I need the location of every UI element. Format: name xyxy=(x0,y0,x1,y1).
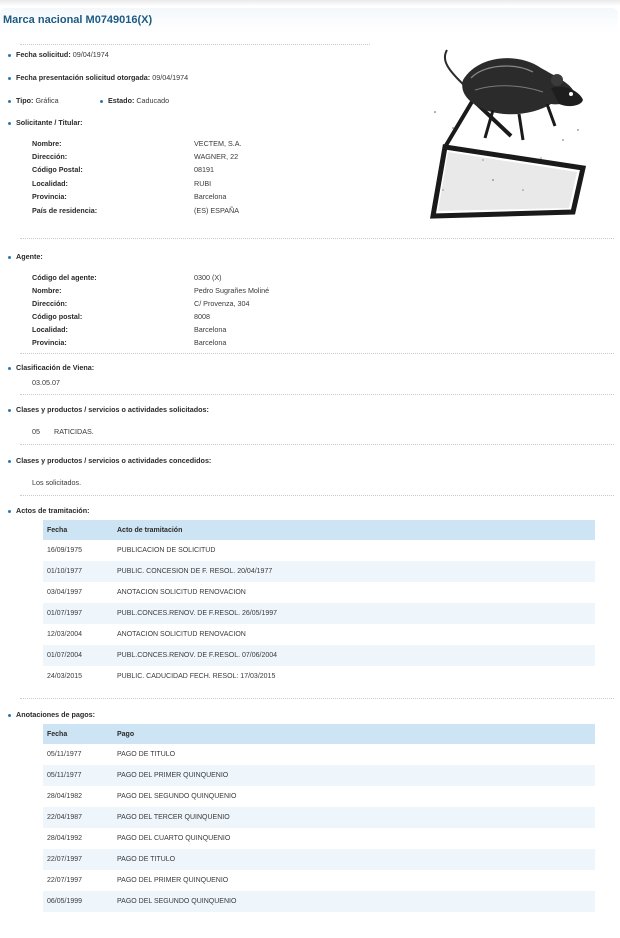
trademark-image xyxy=(423,40,590,220)
solicitante-label: País de residencia: xyxy=(32,206,98,215)
agente-label: Dirección: xyxy=(32,299,68,308)
solicitante-heading: Solicitante / Titular: xyxy=(16,118,83,127)
cell-acto: PUBL.CONCES.RENOV. DE F.RESOL. 26/05/1997 xyxy=(113,603,595,624)
agente-value: Barcelona xyxy=(194,338,227,347)
table-row xyxy=(43,744,595,765)
table-row xyxy=(43,582,595,603)
agente-label: Código del agente: xyxy=(32,273,97,282)
cell-pago: PAGO DEL SEGUNDO QUINQUENIO xyxy=(117,793,237,800)
solicitante-value: RUBI xyxy=(194,179,212,188)
solicitante-label: Nombre: xyxy=(32,139,62,148)
actos-heading: Actos de tramitación: xyxy=(16,506,90,515)
solicitante-value: WAGNER, 22 xyxy=(194,152,239,161)
bullet xyxy=(8,122,11,125)
bullet xyxy=(8,77,11,80)
table-row xyxy=(43,561,595,582)
agente-label: Provincia: xyxy=(32,338,67,347)
fecha-solicitud: Fecha solicitud: 09/04/1974 xyxy=(16,50,109,59)
bullet xyxy=(8,100,11,103)
fecha-presentacion: Fecha presentación solicitud otorgada: 09/04/1974 xyxy=(16,73,189,82)
table-row xyxy=(43,891,595,912)
solicitante-value: VECTEM, S.A. xyxy=(194,139,242,148)
table-row xyxy=(43,870,595,891)
agente-heading: Agente: xyxy=(16,252,43,261)
table-row xyxy=(43,666,595,687)
agente-value: Pedro Sugrañes Moliné xyxy=(194,286,270,295)
clase-code: 05 xyxy=(32,427,40,436)
bullet xyxy=(8,409,11,412)
solicitante-label: Localidad: xyxy=(32,179,68,188)
cell-fecha: 24/03/2015 xyxy=(47,673,83,680)
bullet xyxy=(8,367,11,370)
col-fecha: Fecha xyxy=(43,724,113,744)
agente-label: Localidad: xyxy=(32,325,68,334)
cell-fecha: 03/04/1997 xyxy=(47,589,83,596)
cell-acto: PUBLICACION DE SOLICITUD xyxy=(117,547,216,554)
bullet xyxy=(8,256,11,259)
cell-pago: PAGO DEL PRIMER QUINQUENIO xyxy=(117,877,229,884)
cell-fecha: 12/03/2004 xyxy=(47,631,83,638)
solicitante-value: Barcelona xyxy=(194,192,227,201)
agente-value: 0300 (X) xyxy=(194,273,222,282)
cell-fecha: 05/11/1977 xyxy=(47,751,82,758)
cell-acto: PUBLIC. CONCESION DE F. RESOL. 20/04/1977 xyxy=(113,561,595,582)
cell-fecha: 28/04/1982 xyxy=(47,793,83,800)
bullet xyxy=(8,460,11,463)
divider xyxy=(20,394,614,395)
cell-fecha: 28/04/1992 xyxy=(47,835,83,842)
table-row xyxy=(43,828,595,849)
agente-label: Código postal: xyxy=(32,312,83,321)
table-header xyxy=(43,724,595,744)
divider xyxy=(20,444,614,445)
col-acto: Acto de tramitación xyxy=(113,520,595,540)
viena-value: 03.05.07 xyxy=(32,378,60,387)
cell-fecha: 05/11/1977 xyxy=(43,765,113,786)
table-row xyxy=(43,603,595,624)
divider xyxy=(20,698,614,699)
solicitante-label: Código Postal: xyxy=(32,165,83,174)
cell-acto: ANOTACION SOLICITUD RENOVACION xyxy=(117,589,246,596)
table-row xyxy=(43,786,595,807)
agente-label: Nombre: xyxy=(32,286,62,295)
cell-fecha: 01/07/2004 xyxy=(43,645,113,666)
clase-text: RATICIDAS. xyxy=(54,427,94,436)
pagos-heading: Anotaciones de pagos: xyxy=(16,710,96,719)
cell-fecha: 22/07/1997 xyxy=(43,849,113,870)
table-row xyxy=(43,849,595,870)
cell-fecha: 01/07/1997 xyxy=(43,603,113,624)
divider xyxy=(20,353,614,354)
table-row xyxy=(43,624,595,645)
solicitante-value: 08191 xyxy=(194,165,214,174)
divider xyxy=(20,44,370,45)
table-row xyxy=(43,807,595,828)
bullet xyxy=(100,100,103,103)
cell-fecha: 22/07/1997 xyxy=(47,877,83,884)
col-fecha: Fecha xyxy=(43,520,113,540)
cell-pago: PAGO DEL SEGUNDO QUINQUENIO xyxy=(113,891,595,912)
agente-value: Barcelona xyxy=(194,325,227,334)
cell-pago: PAGO DEL TERCER QUINQUENIO xyxy=(113,807,595,828)
pagos-table xyxy=(43,724,595,912)
cell-pago: PAGO DEL PRIMER QUINQUENIO xyxy=(113,765,595,786)
tipo: Tipo: Gráfica xyxy=(16,96,59,105)
cell-pago: PAGO DE TITULO xyxy=(117,751,176,758)
solicitante-label: Dirección: xyxy=(32,152,68,161)
cell-pago: PAGO DEL CUARTO QUINQUENIO xyxy=(117,835,231,842)
cell-fecha: 16/09/1975 xyxy=(47,547,83,554)
solicitante-value: (ES) ESPAÑA xyxy=(194,206,239,215)
cell-acto: PUBL.CONCES.RENOV. DE F.RESOL. 07/06/2004 xyxy=(113,645,595,666)
cell-fecha: 06/05/1999 xyxy=(43,891,113,912)
cell-pago: PAGO DE TITULO xyxy=(113,849,595,870)
divider xyxy=(20,238,614,239)
actos-table xyxy=(43,520,595,687)
agente-value: C/ Provenza, 304 xyxy=(194,299,250,308)
solicitante-label: Provincia: xyxy=(32,192,67,201)
cell-acto: ANOTACION SOLICITUD RENOVACION xyxy=(117,631,246,638)
cell-fecha: 22/04/1987 xyxy=(43,807,113,828)
clases-concedidos-text: Los solicitados. xyxy=(32,478,82,487)
table-row xyxy=(43,540,595,561)
table-row xyxy=(43,645,595,666)
clases-solicitados-heading: Clases y productos / servicios o actividades solicitados: xyxy=(16,405,209,414)
col-pago: Pago xyxy=(113,724,595,744)
clases-concedidos-heading: Clases y productos / servicios o actividades concedidos: xyxy=(16,456,212,465)
viena-heading: Clasificación de Viena: xyxy=(16,363,95,372)
cell-fecha: 01/10/1977 xyxy=(43,561,113,582)
estado: Estado: Caducado xyxy=(108,96,170,105)
bullet xyxy=(8,510,11,513)
page-title: Marca nacional M0749016(X) xyxy=(3,14,153,26)
bullet xyxy=(8,54,11,57)
agente-value: 8008 xyxy=(194,312,210,321)
table-row xyxy=(43,765,595,786)
divider xyxy=(20,495,614,496)
table-header xyxy=(43,520,595,540)
top-border xyxy=(0,0,620,6)
bullet xyxy=(8,714,11,717)
cell-acto: PUBLIC. CADUCIDAD FECH. RESOL: 17/03/2015 xyxy=(117,673,276,680)
